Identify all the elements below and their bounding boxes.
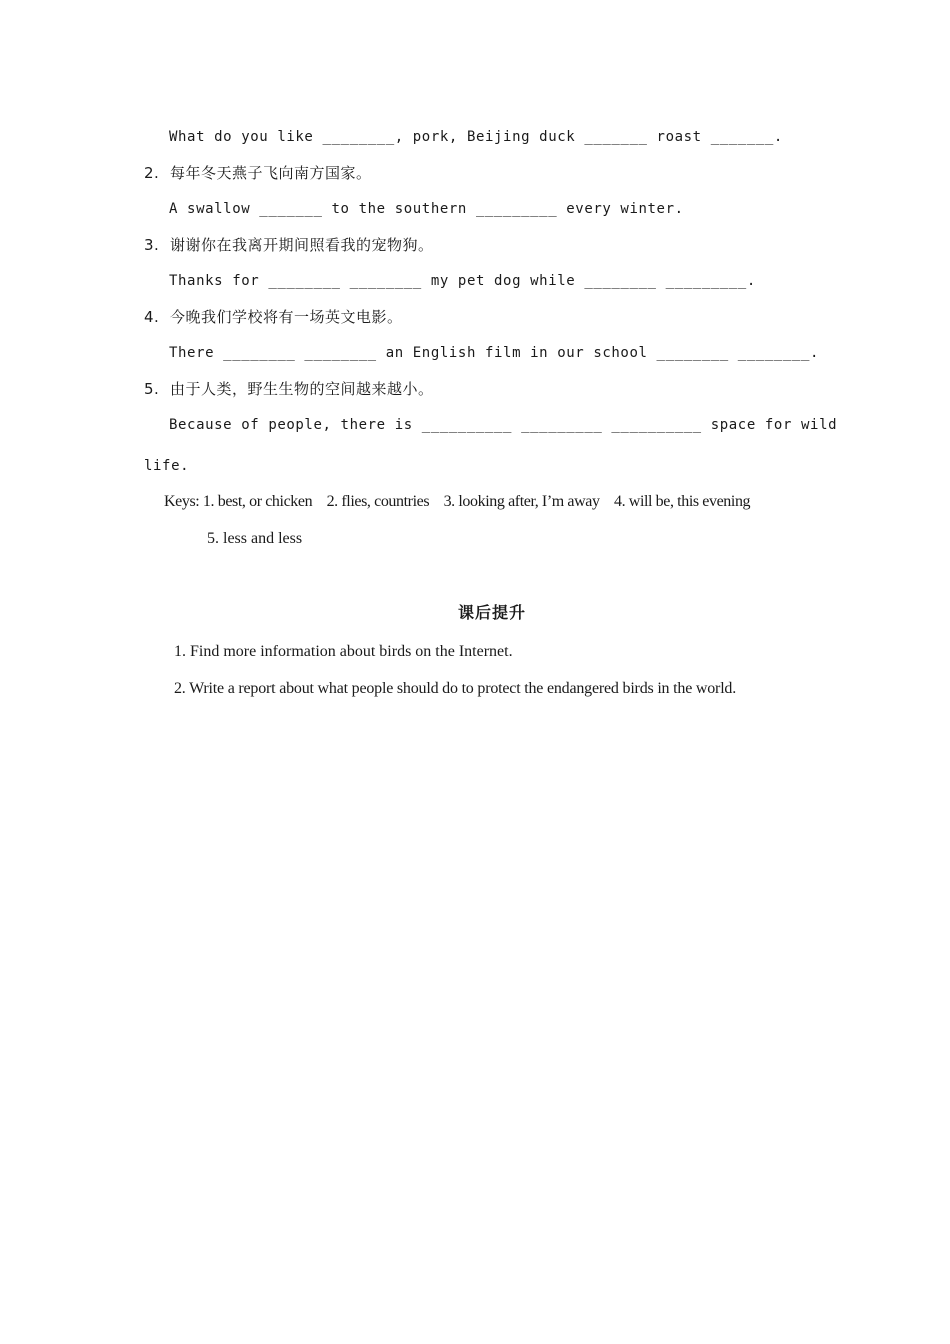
q4-prompt <box>144 307 403 327</box>
q3-sentence: Thanks for ________ ________ my pet dog while ________ _________. <box>169 273 756 289</box>
q2-number: 2. <box>144 164 160 182</box>
q2-sentence: A swallow _______ to the southern _________ every winter. <box>169 201 684 217</box>
q5-continuation: life. <box>144 458 190 474</box>
after-class-item-1: 1. Find more information about birds on the Internet. <box>174 643 513 660</box>
after-class-heading: 课后提升 <box>458 603 527 622</box>
q1-sentence: What do you like ________, pork, Beijing duck _______ roast _______. <box>169 129 783 145</box>
answer-keys-line2: 5. less and less <box>207 530 303 547</box>
q3-prompt <box>144 235 434 255</box>
q4-sentence: There ________ ________ an English film in our school ________ ________. <box>169 345 820 361</box>
q5-chinese: 由于人类，野生生物的空间越来越小。 <box>170 380 434 398</box>
q2-chinese: 每年冬天燕子飞向南方国家。 <box>170 164 372 182</box>
q2-prompt <box>144 163 372 183</box>
q5-number: 5. <box>144 380 160 398</box>
q5-sentence: Because of people, there is __________ _________ __________ space for wild <box>169 417 838 433</box>
q4-number: 4. <box>144 308 160 326</box>
q3-number: 3. <box>144 236 160 254</box>
after-class-item-2: 2. Write a report about what people should do to protect the endangered birds in the world. <box>174 680 737 697</box>
q4-chinese: 今晚我们学校将有一场英文电影。 <box>170 308 403 326</box>
q5-prompt <box>144 379 434 399</box>
answer-keys-line1: Keys: 1. best, or chicken 2. flies, countries 3. looking after, I’m away 4. will be, this evening <box>164 493 751 510</box>
q3-chinese: 谢谢你在我离开期间照看我的宠物狗。 <box>170 236 434 254</box>
